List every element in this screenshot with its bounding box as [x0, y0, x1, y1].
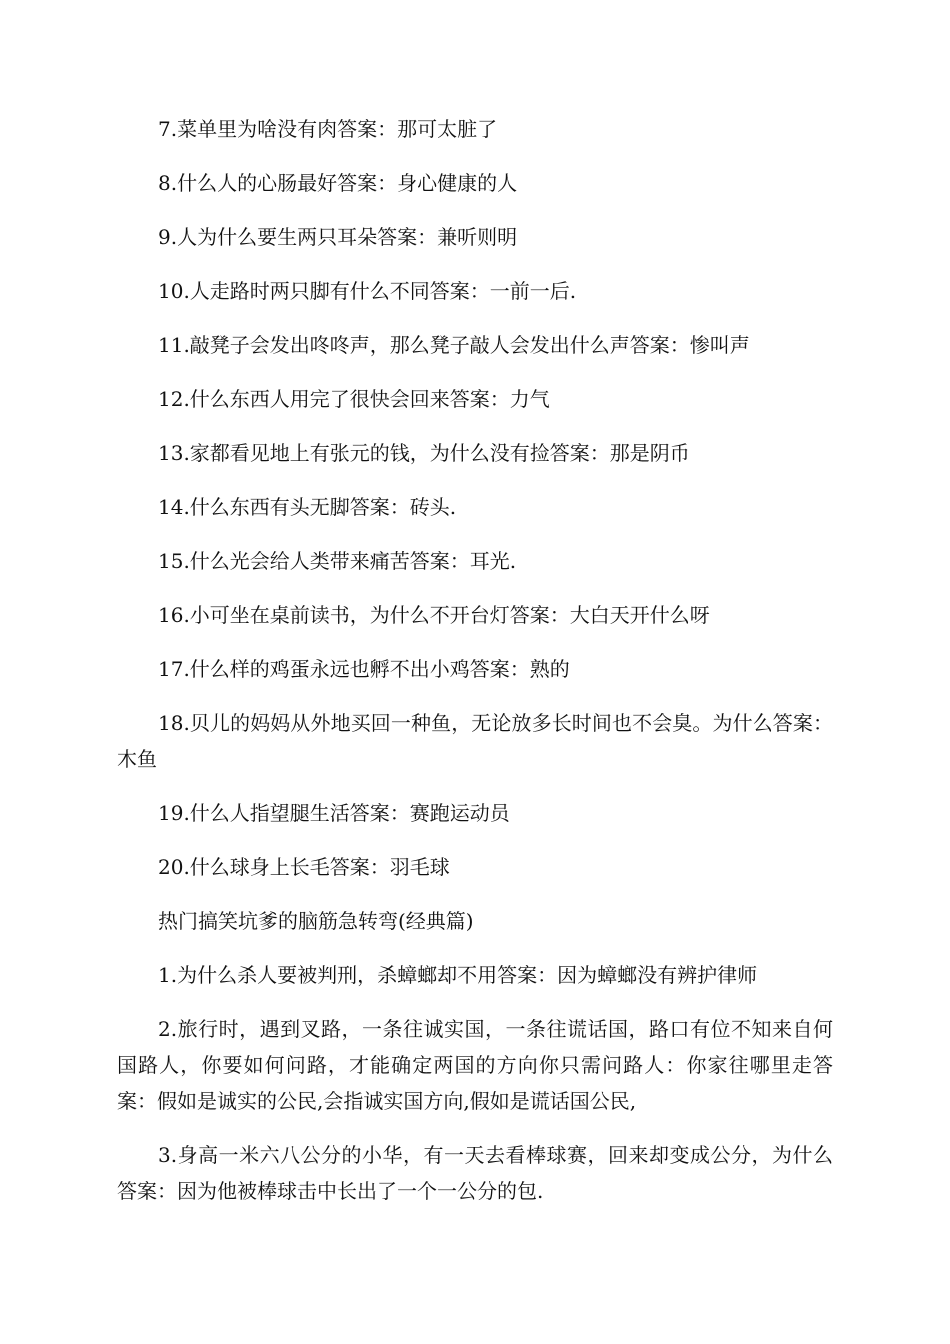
- paragraph-q11: 11.敲凳子会发出咚咚声，那么凳子敲人会发出什么声答案：惨叫声: [158, 333, 750, 357]
- document-body: [117, 111, 833, 1227]
- paragraph-q17: 17.什么样的鸡蛋永远也孵不出小鸡答案：熟的: [158, 657, 570, 681]
- paragraph-classic-q3: 3.身高一米六八公分的小华，有一天去看棒球赛，回来却变成公分，为什么答案：因为他被棒球击中长出了一个一公分的包.: [117, 1143, 833, 1203]
- paragraph-classic-q1: 1.为什么杀人要被判刑，杀蟑螂却不用答案：因为蟑螂没有辨护律师: [158, 963, 758, 987]
- paragraph-q9: 9.人为什么要生两只耳朵答案：兼听则明: [158, 225, 518, 249]
- paragraph-q18: 18.贝儿的妈妈从外地买回一种鱼，无论放多长时间也不会臭。为什么答案：木鱼: [117, 711, 833, 771]
- paragraph-q13: 13.家都看见地上有张元的钱，为什么没有捡答案：那是阴币: [158, 441, 690, 465]
- paragraph-q10: 10.人走路时两只脚有什么不同答案：一前一后.: [158, 279, 577, 303]
- paragraph-classic-q2: 2.旅行时，遇到叉路，一条往诚实国，一条往谎话国，路口有位不知来自何国路人，你要如何问路，才能确定两国的方向你只需问路人：你家往哪里走答案：假如是诚实的公民,会指诚实国方向,假如是谎话国公民,: [117, 1017, 833, 1113]
- paragraph-q19: 19.什么人指望腿生活答案：赛跑运动员: [158, 801, 510, 825]
- paragraph-q20: 20.什么球身上长毛答案：羽毛球: [158, 855, 450, 879]
- paragraph-q14: 14.什么东西有头无脚答案：砖头.: [158, 495, 457, 519]
- section-heading: 热门搞笑坑爹的脑筋急转弯(经典篇): [158, 909, 474, 933]
- paragraph-q7: 7.菜单里为啥没有肉答案：那可太脏了: [158, 117, 498, 141]
- paragraph-q12: 12.什么东西人用完了很快会回来答案：力气: [158, 387, 550, 411]
- paragraph-q15: 15.什么光会给人类带来痛苦答案：耳光.: [158, 549, 517, 573]
- paragraph-q8: 8.什么人的心肠最好答案：身心健康的人: [158, 171, 518, 195]
- paragraph-q16: 16.小可坐在桌前读书，为什么不开台灯答案：大白天开什么呀: [158, 603, 710, 627]
